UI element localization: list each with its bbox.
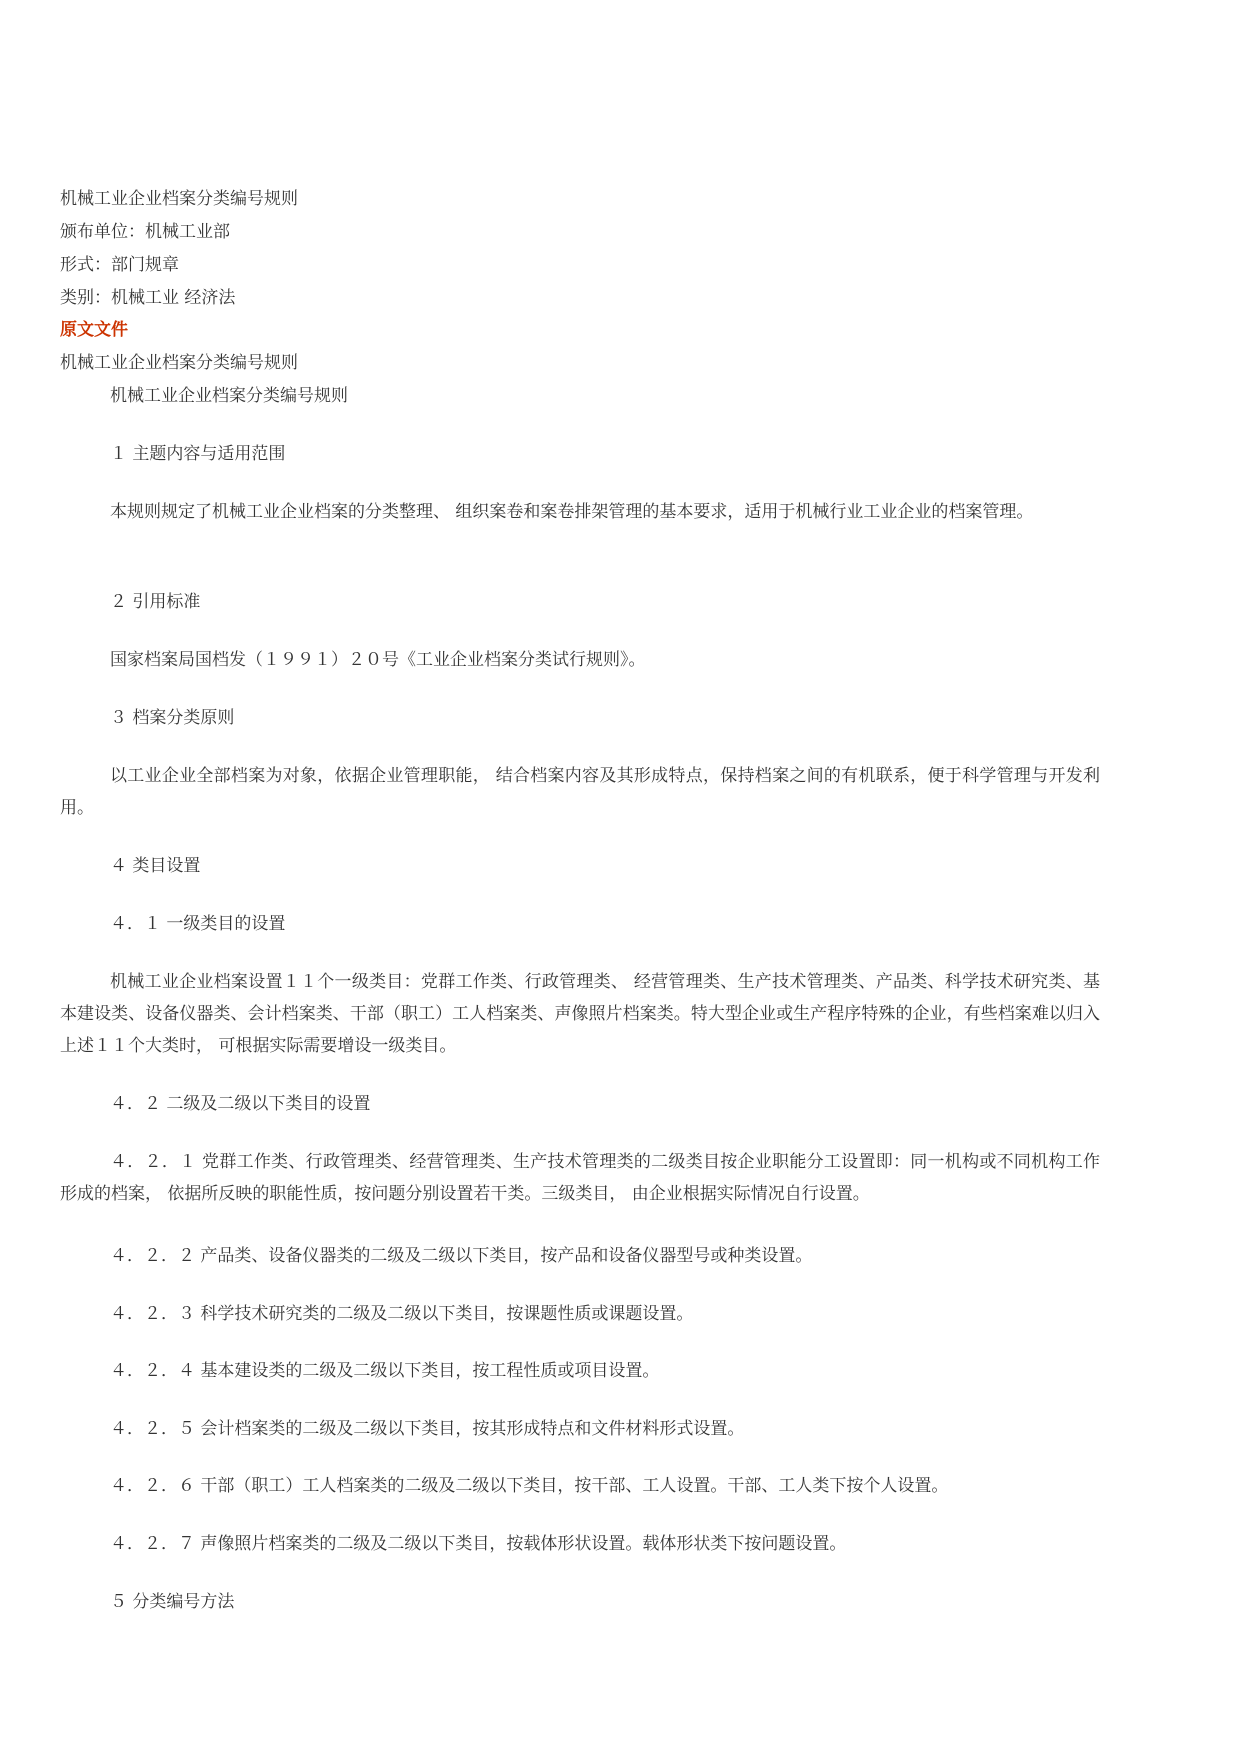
section-4-2-6-body: ４．２．６ 干部（职工）工人档案类的二级及二级以下类目，按干部、工人设置。干部、工人类下按个人设置。	[110, 1476, 949, 1496]
source-file-link[interactable]: 原文文件	[60, 320, 128, 340]
section-4-1-heading: ４．１ 一级类目的设置	[110, 914, 286, 934]
section-3-body: 以工业企业全部档案为对象，依据企业管理职能， 结合档案内容及其形成特点，保持档案之间的有机联系，便于科学管理与开发利用。	[60, 766, 1100, 818]
meta-title-repeat: 机械工业企业档案分类编号规则	[60, 353, 298, 373]
section-1-heading: １ 主题内容与适用范围	[110, 444, 286, 464]
section-2-body: 国家档案局国档发（１９９１）２０号《工业企业档案分类试行规则》。	[110, 650, 646, 670]
section-4-1-body: 机械工业企业档案设置１１个一级类目：党群工作类、行政管理类、 经营管理类、生产技术管理类、产品类、科学技术研究类、基本建设类、设备仪器类、会计档案类、干部（职工）工人档案类、声像照片档案类。特大型企业或生产程序特殊的企业，有些档案难以归入上述１１个大类时， 可根据实际需要增设一级类目。	[60, 972, 1100, 1056]
section-4-2-1-body: ４．２．１ 党群工作类、行政管理类、经营管理类、生产技术管理类的二级类目按企业职能分工设置即：同一机构或不同机构工作形成的档案， 依据所反映的职能性质，按问题分别设置若干类。三级类目， 由企业根据实际情况自行设置。	[60, 1152, 1100, 1204]
document-title: 机械工业企业档案分类编号规则	[110, 386, 348, 406]
section-4-2-4-body: ４．２．４ 基本建设类的二级及二级以下类目，按工程性质或项目设置。	[110, 1361, 660, 1381]
section-2-heading: ２ 引用标准	[110, 592, 201, 612]
meta-issuer: 颁布单位：机械工业部	[60, 222, 230, 242]
meta-title: 机械工业企业档案分类编号规则	[60, 189, 298, 209]
meta-category: 类别：机械工业 经济法	[60, 288, 236, 308]
section-4-heading: ４ 类目设置	[110, 856, 201, 876]
section-4-2-7-body: ４．２．７ 声像照片档案类的二级及二级以下类目，按载体形状设置。载体形状类下按问题设置。	[110, 1534, 847, 1554]
section-4-2-2-body: ４．２．２ 产品类、设备仪器类的二级及二级以下类目，按产品和设备仪器型号或种类设置。	[110, 1246, 813, 1266]
section-3-heading: ３ 档案分类原则	[110, 708, 235, 728]
section-4-2-heading: ４．２ 二级及二级以下类目的设置	[110, 1094, 371, 1114]
section-1-body: 本规则规定了机械工业企业档案的分类整理、 组织案卷和案卷排架管理的基本要求，适用于机械行业工业企业的档案管理。	[110, 502, 1034, 522]
meta-form: 形式：部门规章	[60, 255, 179, 275]
section-5-heading: ５ 分类编号方法	[110, 1592, 235, 1612]
section-4-2-3-body: ４．２．３ 科学技术研究类的二级及二级以下类目，按课题性质或课题设置。	[110, 1304, 694, 1324]
section-4-2-5-body: ４．２．５ 会计档案类的二级及二级以下类目，按其形成特点和文件材料形式设置。	[110, 1419, 745, 1439]
